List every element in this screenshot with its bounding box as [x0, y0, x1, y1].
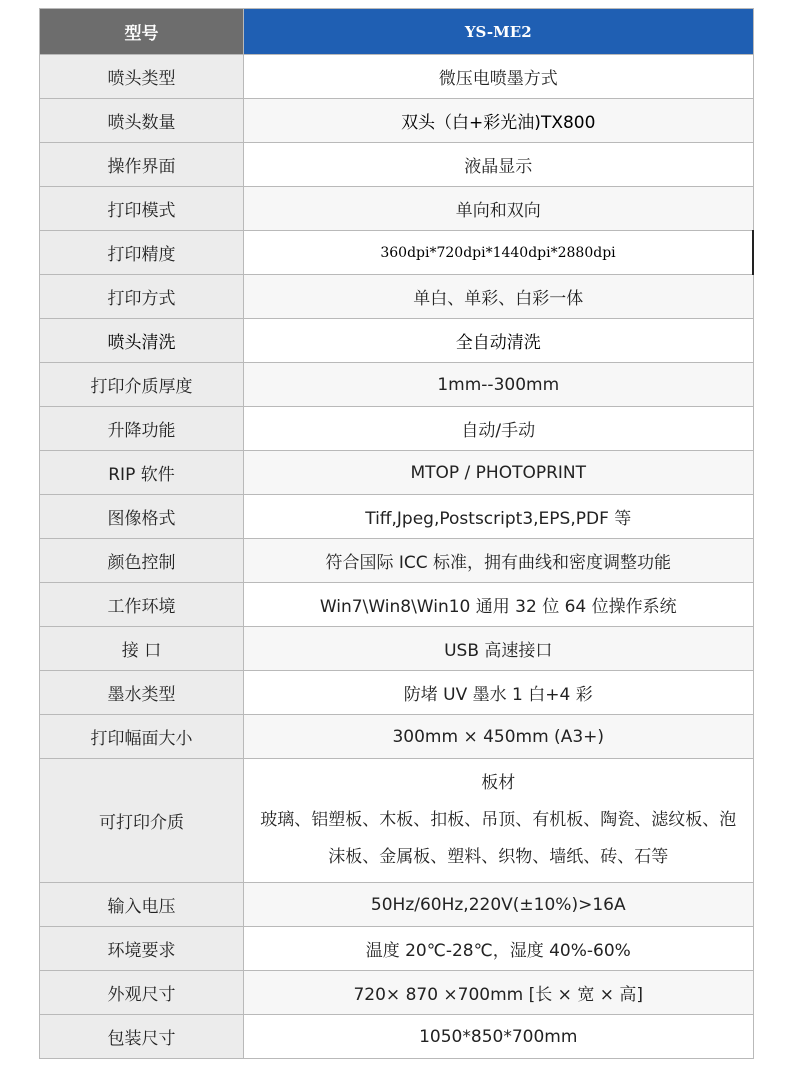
- row-label: 打印幅面大小: [40, 715, 244, 759]
- row-value: MTOP / PHOTOPRINT: [244, 451, 754, 495]
- row-label: 外观尺寸: [40, 971, 244, 1015]
- row-value: 单向和双向: [244, 187, 754, 231]
- row-label: 颜色控制: [40, 539, 244, 583]
- table-row: [40, 55, 754, 99]
- row-label: 喷头清洗: [40, 319, 244, 363]
- media-line: 板材: [481, 773, 516, 793]
- row-label: 输入电压: [40, 883, 244, 927]
- row-value: 300mm × 450mm (A3+): [244, 715, 754, 759]
- row-label: 打印模式: [40, 187, 244, 231]
- table-row: [40, 927, 754, 971]
- model-value: YS-ME2: [244, 9, 754, 55]
- row-label: 喷头类型: [40, 55, 244, 99]
- table-row: [40, 275, 754, 319]
- table-row: [40, 583, 754, 627]
- media-list-cell: [244, 759, 754, 883]
- table-row: [40, 883, 754, 927]
- table-row: [40, 759, 754, 883]
- row-label: 可打印介质: [40, 759, 244, 883]
- table-row: [40, 495, 754, 539]
- header-row: [40, 9, 754, 55]
- row-label: 升降功能: [40, 407, 244, 451]
- row-value: 温度 20℃-28℃，湿度 40%-60%: [244, 927, 754, 971]
- row-value: 双头（白+彩光油)TX800: [244, 99, 754, 143]
- row-label: 接 口: [40, 627, 244, 671]
- row-label: 墨水类型: [40, 671, 244, 715]
- row-value: 符合国际 ICC 标准，拥有曲线和密度调整功能: [244, 539, 754, 583]
- row-value: Win7\Win8\Win10 通用 32 位 64 位操作系统: [244, 583, 754, 627]
- row-value: 1050*850*700mm: [244, 1015, 754, 1059]
- row-value: 液晶显示: [244, 143, 754, 187]
- table-row: [40, 715, 754, 759]
- table-row: [40, 231, 754, 275]
- row-label: 图像格式: [40, 495, 244, 539]
- table-row: [40, 407, 754, 451]
- row-value: USB 高速接口: [244, 627, 754, 671]
- header-label: 型号: [40, 9, 244, 55]
- row-label: 打印精度: [40, 231, 244, 275]
- table-row: [40, 1015, 754, 1059]
- row-value: 自动/手动: [244, 407, 754, 451]
- row-value: 防堵 UV 墨水 1 白+4 彩: [244, 671, 754, 715]
- media-line: 沫板、金属板、塑料、织物、墙纸、砖、石等: [328, 847, 669, 867]
- table-row: [40, 319, 754, 363]
- spec-table: [39, 8, 754, 1059]
- row-value: 微压电喷墨方式: [244, 55, 754, 99]
- row-value: 1mm--300mm: [244, 363, 754, 407]
- row-label: 操作界面: [40, 143, 244, 187]
- row-label: 环境要求: [40, 927, 244, 971]
- row-value: 单白、单彩、白彩一体: [244, 275, 754, 319]
- table-row: [40, 143, 754, 187]
- row-label: 打印介质厚度: [40, 363, 244, 407]
- table-row: [40, 451, 754, 495]
- table-row: [40, 363, 754, 407]
- table-row: [40, 539, 754, 583]
- media-line: 玻璃、铝塑板、木板、扣板、吊顶、有机板、陶瓷、滤纹板、泡: [260, 810, 737, 830]
- row-value: Tiff,Jpeg,Postscript3,EPS,PDF 等: [244, 495, 754, 539]
- row-value: 50Hz/60Hz,220V(±10%)>16A: [244, 883, 754, 927]
- row-value: 360dpi*720dpi*1440dpi*2880dpi: [244, 231, 754, 275]
- table-row: [40, 187, 754, 231]
- row-label: 工作环境: [40, 583, 244, 627]
- table-row: [40, 971, 754, 1015]
- row-label: 包装尺寸: [40, 1015, 244, 1059]
- row-value: 720× 870 ×700mm [长 × 宽 × 高]: [244, 971, 754, 1015]
- row-label: 打印方式: [40, 275, 244, 319]
- table-row: [40, 627, 754, 671]
- table-row: [40, 99, 754, 143]
- row-value: 全自动清洗: [244, 319, 754, 363]
- row-label: 喷头数量: [40, 99, 244, 143]
- row-label: RIP 软件: [40, 451, 244, 495]
- table-row: [40, 671, 754, 715]
